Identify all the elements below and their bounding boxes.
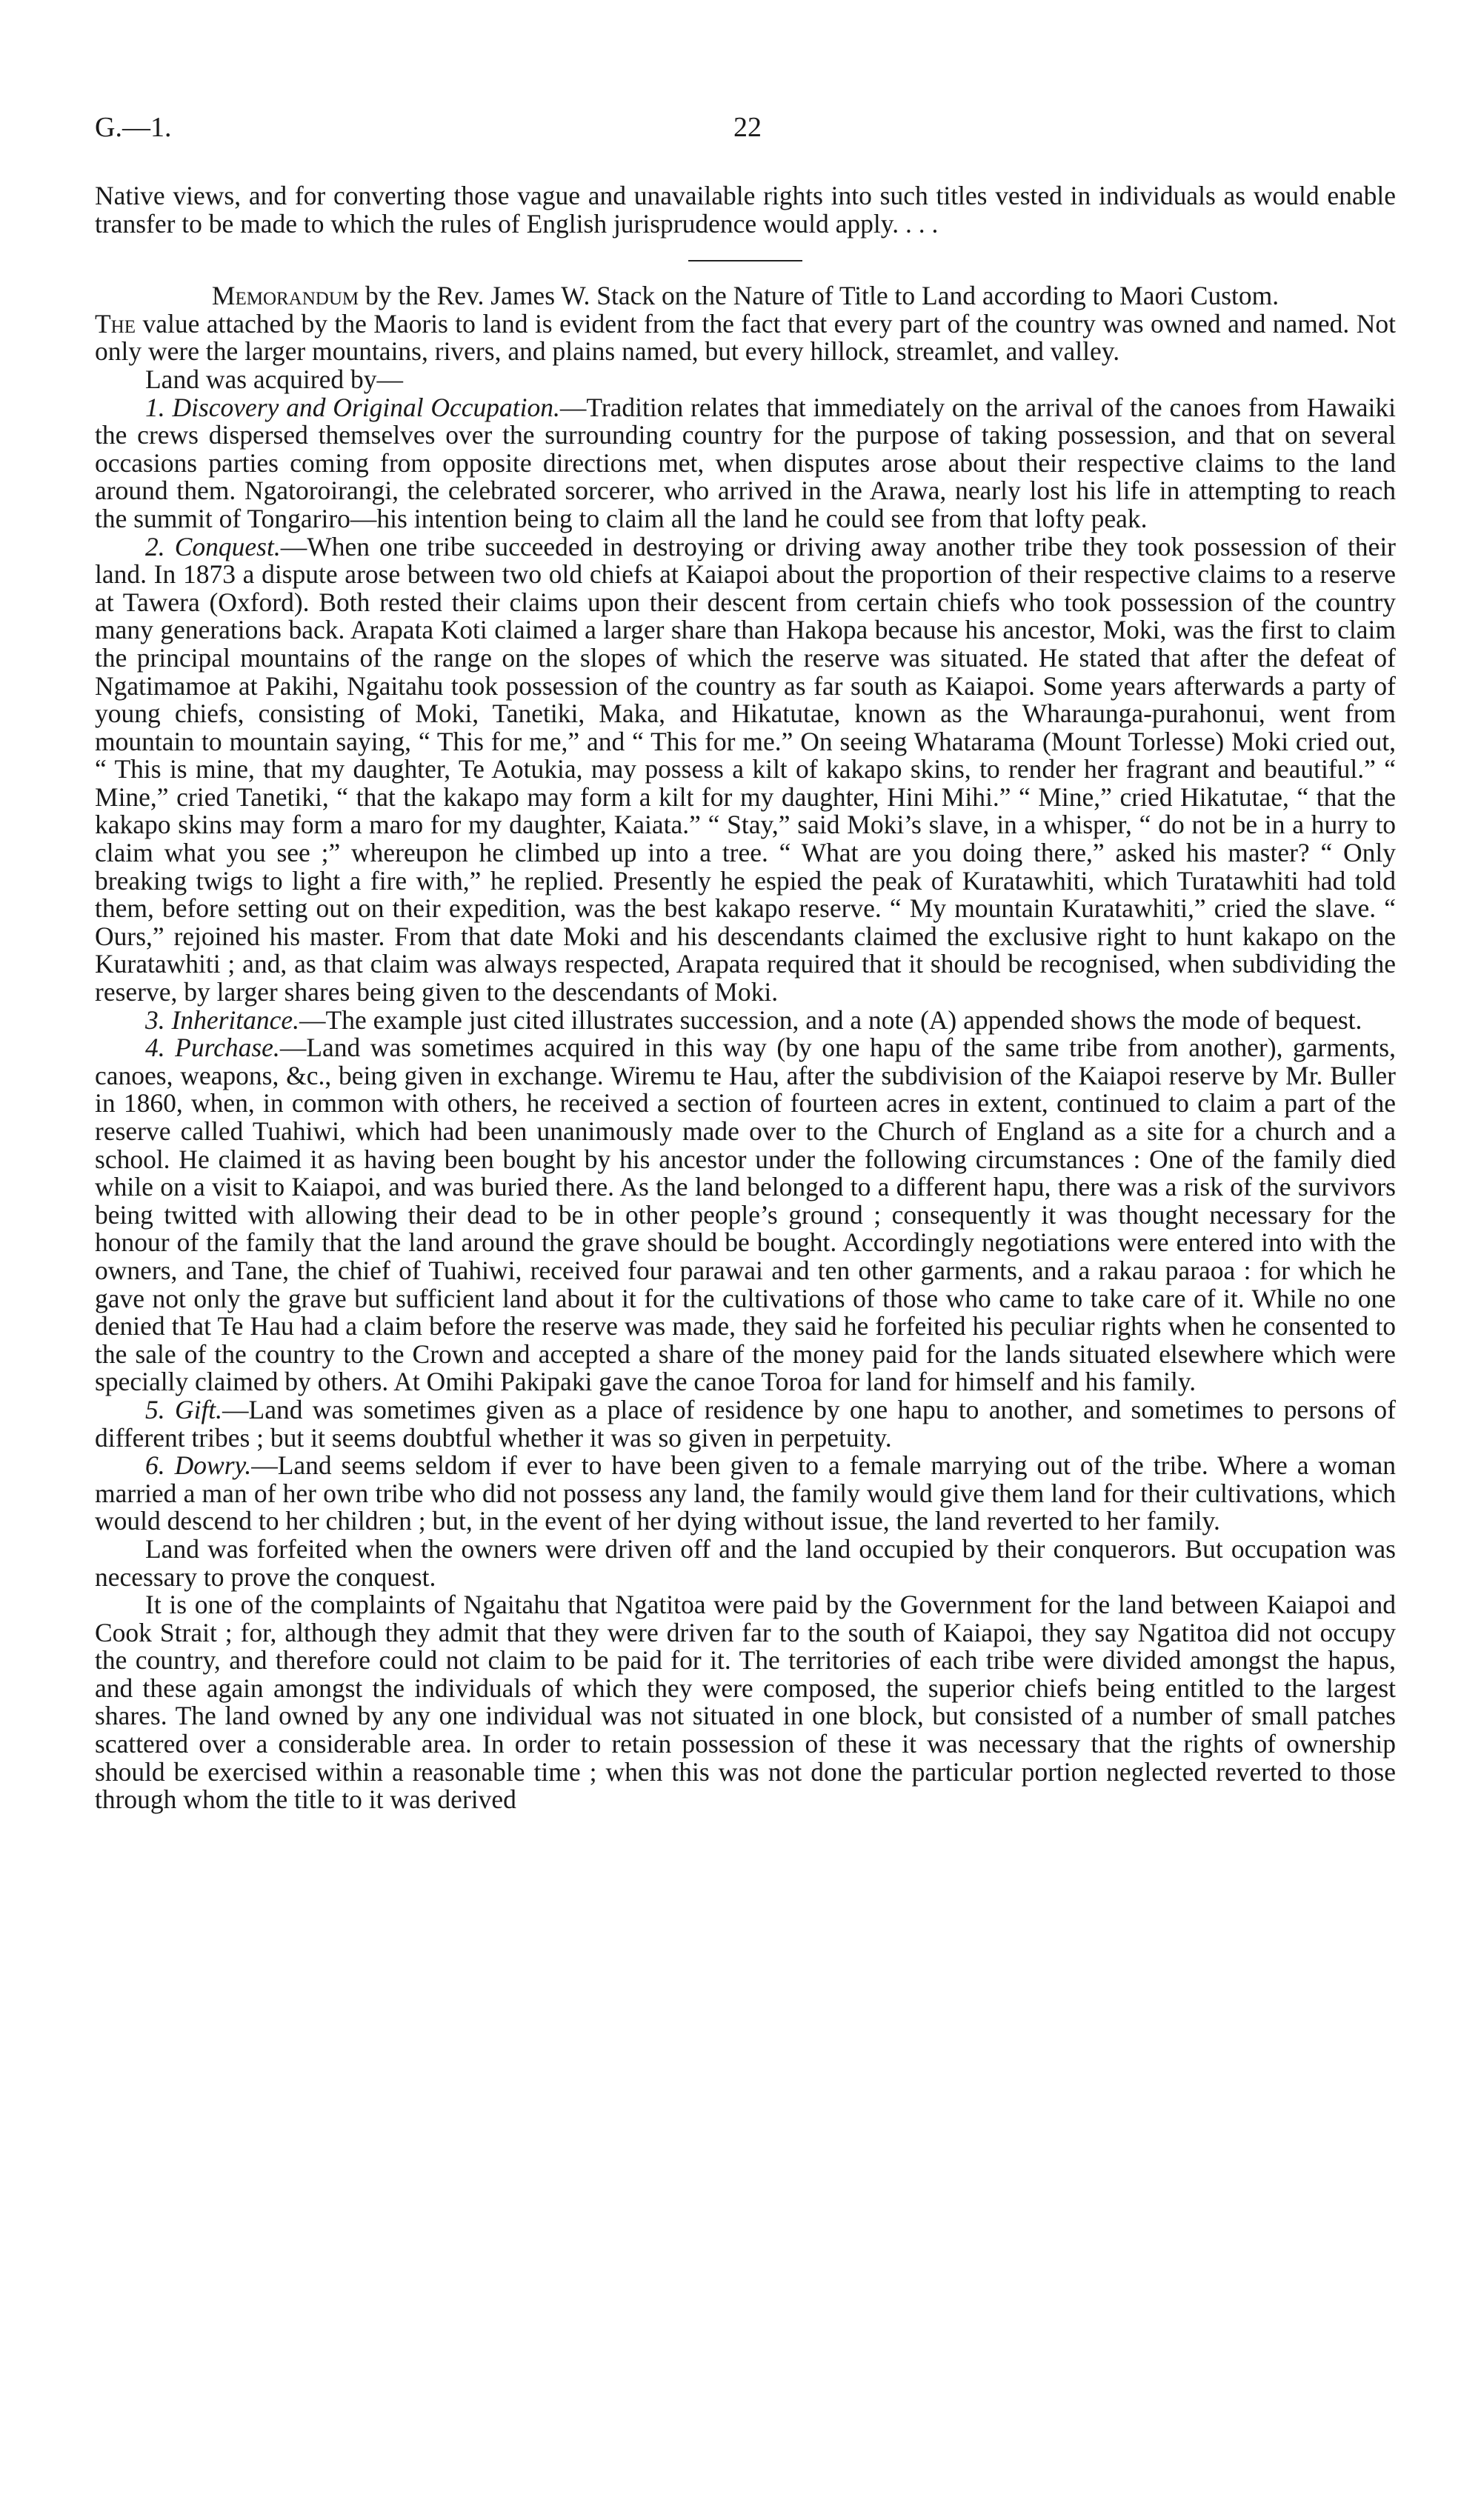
- memorandum-title-lead: Memorandum: [211, 281, 359, 311]
- document-reference: G.—1.: [95, 112, 172, 143]
- opening-lead: The: [95, 308, 136, 339]
- item-heading: 4. Purchase.: [145, 1033, 280, 1063]
- closing-paragraph: It is one of the complaints of Ngaitahu that Ngatitoa were paid by the Government for the land between Kaiapoi and Cook Strait ; for, although they admit that they were driven far to the south of Kaiapoi, they say Ngatitoa did not occupy the country, and therefore could not claim to be paid for it. The territories of each tribe were divided amongst the hapus, and these again amongst the individuals of which they were composed, the superior chiefs being entitled to the largest shares. The land owned by any one individual was not situated in one block, but consisted of a number of small patches scattered over a considerable area. In order to retain possession of these it was necessary that the rights of ownership should be exercised within a reasonable time ; when this was not done the particular portion neglected reverted to those through whom the title to it was derived: [95, 1590, 1396, 1815]
- item-text: —The example just cited illustrates succession, and a note (A) appended shows the mode of bequest.: [299, 1004, 1362, 1035]
- item-paragraph: [95, 1004, 1396, 1035]
- item-paragraph: [95, 1396, 1396, 1452]
- forfeit-paragraph: Land was forfeited when the owners were driven off and the land occupied by their conquerors. But occupation was necessary to prove the conquest.: [95, 1533, 1396, 1592]
- item-paragraph: [95, 1452, 1396, 1536]
- item-heading: 5. Gift.: [145, 1394, 223, 1424]
- item-heading: 3. Inheritance.: [145, 1004, 300, 1035]
- opening-paragraph: [95, 310, 1396, 366]
- acquired-line: Land was acquired by—: [145, 364, 403, 394]
- page-header: [95, 111, 1396, 156]
- document-page: [95, 111, 1396, 1814]
- item-paragraph: [95, 394, 1396, 533]
- page-body: [95, 182, 1396, 1814]
- item-heading: 6. Dowry.: [145, 1450, 252, 1481]
- page-number: 22: [733, 112, 762, 143]
- item-text: —Land was sometimes given as a place of residence by one hapu to another, and sometimes to persons of different tribes ; but it seems doubtful whether it was so given in perpetuity.: [95, 1394, 1396, 1453]
- memorandum-title: [95, 282, 1396, 310]
- item-heading: 2. Conquest.: [145, 531, 281, 561]
- item-text: —Tradition relates that immediately on the arrival of the canoes from Hawaiki the crews dispersed themselves over the surrounding country for the purpose of taking possession, and that on several occasions parties coming from opposite directions met, when disputes arose about their respective claims to the land around them. Ngatoroirangi, the celebrated sorcerer, who arrived in the Arawa, nearly lost his life in attempting to reach the summit of Tongariro—his intention being to claim all the land he could see from that lofty peak.: [95, 392, 1397, 533]
- item-paragraph: [95, 1034, 1396, 1396]
- opening-rest: value attached by the Maoris to land is evident from the fact that every part of the country was owned and named. Not only were the larger mountains, rivers, and plains named, but every hillock, streamlet, and valley.: [95, 308, 1396, 367]
- item-text: —Land seems seldom if ever to have been given to a female marrying out of the tribe. Where a woman married a man of her own tribe who did not possess any land, the family would give them land for their cultivations, which would descend to her children ; but, in the event of her dying without issue, the land reverted to her family.: [95, 1450, 1396, 1536]
- intro-paragraph: Native views, and for converting those vague and unavailable rights into such titles vested in individuals as would enable transfer to be made to which the rules of English jurisprudence would apply. . . .: [95, 181, 1396, 239]
- item-text: —Land was sometimes acquired in this way (by one hapu of the same tribe from another), garments, canoes, weapons, &c., being given in exchange. Wiremu te Hau, after the subdivision of the Kaiapoi reserve by Mr. Buller in 1860, when, in common with others, he received a section of fourteen acres in extent, continued to claim a part of the reserve called Tuahiwi, which had been unanimously made over to the Church of England as a site for a church and a school. He claimed it as having been bought by his ancestor under the following circumstances : One of the family died while on a visit to Kaiapoi, and was buried there. As the land belonged to a different hapu, there was a risk of the survivors being twitted with allowing their dead to be in other people’s ground ; consequently it was thought necessary for the honour of the family that the land around the grave should be bought. Accordingly negotiations were entered into with the owners, and Tane, the chief of Tuahiwi, received four parawai and ten other garments, and a rakau paraoa : for which he gave not only the grave but sufficient land about it for the cultivations of those who came to take care of it. While no one denied that Te Hau had a claim before the reserve was made, they said he forfeited his peculiar rights when he consented to the sale of the country to the Crown and accepted a share of the money paid for the lands situated elsewhere which were specially claimed by others. At Omihi Pakipaki gave the canoe Toroa for land for himself and his family.: [95, 1033, 1396, 1397]
- section-divider: [688, 260, 802, 261]
- memorandum-title-rest: by the Rev. James W. Stack on the Nature of Title to Land according to Maori Custom.: [359, 281, 1279, 311]
- item-text: —When one tribe succeeded in destroying or driving away another tribe they took possession of their land. In 1873 a dispute arose between two old chiefs at Kaiapoi about the proportion of their respective claims to a reserve at Tawera (Oxford). Both rested their claims upon their descent from certain chiefs who took possession of the country many generations back. Arapata Koti claimed a larger share than Hakopa because his ancestor, Moki, was the first to claim the principal mountains of the range on the slopes of which the reserve was situated. He stated that after the defeat of Ngatimamoe at Pakihi, Ngaitahu took possession of the country as far south as Kaiapoi. Some years afterwards a party of young chiefs, consisting of Moki, Tanetiki, Maka, and Hikatutae, known as the Wharaunga-purahonui, went from mountain to mountain saying, “ This for me,” and “ This for me.” On seeing Whatarama (Mount Torlesse) Moki cried out, “ This is mine, that my daughter, Te Aotukia, may possess a kilt of kakapo skins, to render her fragrant and beautiful.” “ Mine,” cried Tanetiki, “ that the kakapo may form a kilt for my daughter, Hini Mihi.” “ Mine,” cried Hikatutae, “ that the kakapo skins may form a maro for my daughter, Kaiata.” “ Stay,” said Moki’s slave, in a whisper, “ do not be in a hurry to claim what you see ;” whereupon he climbed up into a tree. “ What are you doing there,” asked his master? “ Only breaking twigs to light a fire with,” he replied. Presently he espied the peak of Kuratawhiti, which Turatawhiti had told them, before setting out on their expedition, was the best kakapo reserve. “ My mountain Kuratawhiti,” cried the slave. “ Ours,” rejoined his master. From that date Moki and his descendants claimed the exclusive right to hunt kakapo on the Kuratawhiti ; and, as that claim was always respected, Arapata required that it should be recognised, when subdividing the reserve, by larger shares being given to the descendants of Moki.: [95, 531, 1396, 1007]
- item-heading: 1. Discovery and Original Occupation.: [145, 392, 560, 422]
- item-paragraph: [95, 533, 1396, 1007]
